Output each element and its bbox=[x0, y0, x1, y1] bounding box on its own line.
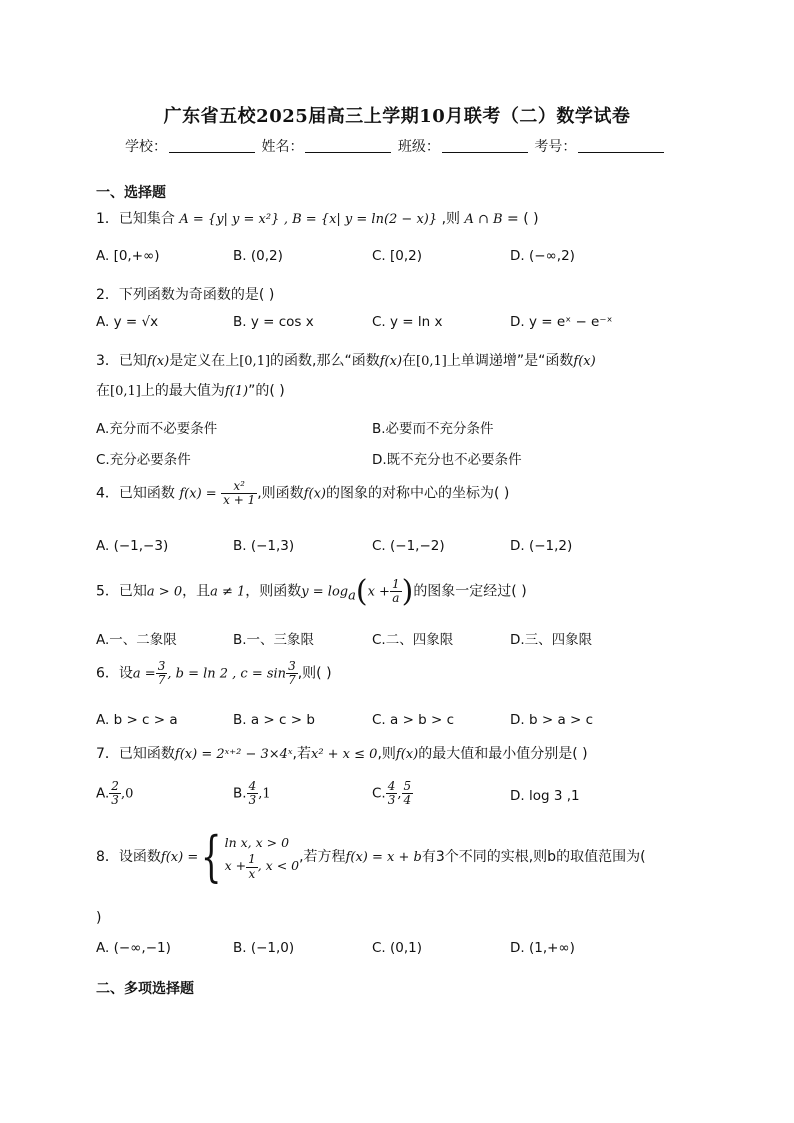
q3-option-c[interactable]: C.充分必要条件 bbox=[96, 452, 191, 468]
q4-text-a: 4．已知函数 bbox=[96, 485, 175, 502]
q7-b-tail: ,1 bbox=[258, 786, 271, 802]
q4-option-c[interactable]: C. (−1,−2) bbox=[372, 538, 445, 554]
question-1 bbox=[96, 208, 539, 228]
exam-title: 广东省五校2025届高三上学期10月联考（二）数学试卷 bbox=[163, 106, 631, 127]
q7-a-fraction bbox=[109, 780, 121, 807]
q7-c-fraction-1 bbox=[386, 780, 398, 807]
q5-func-base: a bbox=[348, 588, 356, 604]
q4-option-b[interactable]: B. (−1,3) bbox=[233, 538, 295, 554]
exam-no-blank[interactable] bbox=[578, 138, 664, 153]
question-6 bbox=[96, 660, 332, 687]
q8-brace: { bbox=[201, 825, 222, 888]
name-label: 姓名： bbox=[261, 139, 304, 155]
q7-b-prefix: B. bbox=[233, 785, 247, 802]
q3-text-a: 3．已知 bbox=[96, 353, 147, 369]
question-4 bbox=[96, 480, 509, 507]
q1-intersection: A ∩ B bbox=[464, 212, 503, 227]
q7-a-den: 3 bbox=[111, 793, 119, 808]
q6-a-eq: a = bbox=[132, 666, 156, 682]
school-label: 学校： bbox=[125, 139, 167, 155]
q7-option-a[interactable] bbox=[96, 780, 133, 807]
q5-text-b: ，且 bbox=[182, 583, 211, 600]
q3-fx-2: f(x) bbox=[379, 354, 403, 369]
q2-option-c[interactable]: C. y = ln x bbox=[372, 314, 443, 330]
question-5 bbox=[96, 574, 527, 609]
q4-text-c: 的图象的对称中心的坐标为( ) bbox=[325, 485, 510, 502]
question-3-line-2 bbox=[96, 380, 285, 400]
q5-option-a[interactable]: A.一、二象限 bbox=[96, 632, 177, 648]
q3-text-c: 的函数,那么“函数 bbox=[270, 353, 380, 369]
q3-text-g: 上的最大值为 bbox=[140, 383, 225, 399]
q5-func-x: x + bbox=[367, 584, 390, 600]
q4-option-a[interactable]: A. (−1,−3) bbox=[96, 538, 169, 554]
q6-option-d[interactable]: D. b > a > c bbox=[510, 712, 594, 728]
q8-fx-eq: f(x) = bbox=[160, 850, 199, 865]
q1-option-d[interactable]: D. (−∞,2) bbox=[510, 248, 575, 264]
q3-interval-2: [0,1] bbox=[416, 354, 447, 369]
q8-eq: f(x) = x + b bbox=[345, 850, 422, 865]
q6-a-num: 3 bbox=[157, 659, 166, 673]
q6-c-num: 3 bbox=[288, 659, 296, 673]
q8-option-a[interactable]: A. (−∞,−1) bbox=[96, 940, 171, 956]
q6-option-a[interactable]: A. b > c > a bbox=[96, 712, 178, 728]
question-7 bbox=[96, 743, 588, 763]
q3-text-e: 上单调递增”是“函数 bbox=[446, 353, 574, 369]
q7-fx: f(x) bbox=[395, 747, 419, 762]
q7-b-den: 3 bbox=[248, 793, 257, 808]
class-label: 班级： bbox=[397, 139, 440, 155]
q8-text-b: ,若方程 bbox=[299, 849, 346, 865]
q6-a-fraction bbox=[156, 660, 168, 687]
question-8 bbox=[96, 825, 646, 888]
question-2: 2．下列函数为奇函数的是( ) bbox=[96, 287, 275, 303]
q8-option-d[interactable]: D. (1,+∞) bbox=[510, 940, 575, 956]
q1-stem-b: ,则 bbox=[441, 211, 461, 227]
q4-num: x² bbox=[221, 480, 257, 494]
q5-cond-2: a ≠ 1 bbox=[210, 584, 246, 600]
q5-func-log: y = log bbox=[301, 584, 349, 600]
q4-text-b: ,则函数 bbox=[257, 485, 304, 502]
q7-text-d: 的最大值和最小值分别是( ) bbox=[418, 746, 588, 762]
q3-text-h: ”的( ) bbox=[248, 383, 285, 399]
q6-text-b: ,则( ) bbox=[297, 665, 332, 682]
q8-text-a: 8．设函数 bbox=[96, 849, 161, 865]
q1-option-a[interactable]: A. [0,+∞) bbox=[96, 248, 160, 264]
q8-piece-2-b: , x < 0 bbox=[257, 858, 300, 874]
school-blank[interactable] bbox=[169, 138, 255, 153]
q8-piece-2-num: 1 bbox=[248, 852, 256, 867]
q7-a-tail: ,0 bbox=[120, 786, 134, 802]
exam-no-label: 考号： bbox=[534, 139, 577, 155]
q1-option-c[interactable]: C. [0,2) bbox=[372, 248, 423, 264]
name-blank[interactable] bbox=[305, 138, 391, 153]
q5-text-a: 5．已知 bbox=[96, 583, 147, 600]
q7-cond: x² + x ≤ 0 bbox=[310, 747, 378, 762]
class-blank[interactable] bbox=[442, 138, 528, 153]
q7-c-den-1: 3 bbox=[387, 793, 396, 808]
q7-a-prefix: A. bbox=[96, 785, 110, 802]
q8-piece-2-den: x bbox=[248, 866, 256, 881]
q5-cond-1: a > 0 bbox=[146, 584, 183, 600]
q3-interval-3: [0,1] bbox=[110, 384, 141, 399]
q8-option-c[interactable]: C. (0,1) bbox=[372, 940, 423, 956]
q5-text-c: ，则函数 bbox=[245, 583, 302, 600]
section-heading-choice: 一、选择题 bbox=[96, 185, 166, 201]
q8-option-b[interactable]: B. (−1,0) bbox=[233, 940, 295, 956]
q7-b-fraction bbox=[247, 780, 259, 807]
q7-c-num-1: 4 bbox=[387, 779, 396, 793]
q2-option-b[interactable]: B. y = cos x bbox=[233, 314, 314, 330]
q8-pieces bbox=[225, 833, 300, 880]
q4-den: x + 1 bbox=[223, 493, 256, 508]
q7-option-d[interactable]: D. log 3 ,1 bbox=[510, 788, 580, 804]
q1-stem-a: 1．已知集合 bbox=[96, 211, 175, 227]
q3-option-d[interactable]: D.既不充分也不必要条件 bbox=[372, 452, 522, 468]
q7-text-a: 7．已知函数 bbox=[96, 746, 175, 762]
q7-c-comma: , bbox=[397, 786, 402, 802]
q8-piece-2-fraction bbox=[246, 853, 258, 880]
q5-option-b[interactable]: B.一、三象限 bbox=[233, 632, 315, 648]
q3-f1: f(1) bbox=[224, 384, 249, 399]
q7-text-b: ,若 bbox=[292, 746, 311, 762]
q5-den: a bbox=[392, 591, 400, 605]
q6-b-eq: , b = ln 2 , c = sin bbox=[167, 666, 287, 682]
q3-fx-3: f(x) bbox=[573, 354, 596, 369]
q8-piece-2 bbox=[225, 853, 300, 880]
q8-text-c: 有3个不同的实根,则b的取值范围为( bbox=[421, 849, 646, 865]
q7-c-num-2: 5 bbox=[403, 779, 412, 793]
q5-num: 1 bbox=[391, 576, 400, 591]
q5-fraction bbox=[390, 578, 402, 605]
q3-option-b[interactable]: B.必要而不充分条件 bbox=[372, 421, 494, 437]
q6-option-c[interactable]: C. a > b > c bbox=[372, 712, 455, 728]
q1-set-a: A = {y| y = x²} bbox=[179, 212, 280, 227]
q4-fx: f(x) bbox=[303, 486, 326, 502]
q2-option-a[interactable]: A. y = √x bbox=[96, 314, 159, 330]
q5-option-d[interactable]: D.三、四象限 bbox=[510, 632, 593, 648]
q7-c-prefix: C. bbox=[372, 785, 386, 802]
question-3-line-1 bbox=[96, 350, 596, 370]
q4-fx-eq: f(x) = bbox=[179, 486, 217, 502]
q7-option-b[interactable] bbox=[233, 780, 271, 807]
q6-option-b[interactable]: B. a > c > b bbox=[233, 712, 315, 728]
section-heading-multi: 二、多项选择题 bbox=[96, 981, 194, 997]
q8-text-end: ) bbox=[96, 910, 102, 926]
q4-fraction bbox=[221, 480, 257, 507]
q7-c-fraction-2 bbox=[402, 780, 414, 807]
q5-paren-open: ( bbox=[355, 574, 368, 609]
q3-text-b: 是定义在上 bbox=[169, 353, 240, 369]
q6-text-a: 6．设 bbox=[96, 665, 133, 682]
q7-b-num: 4 bbox=[248, 779, 257, 793]
q1-option-b[interactable]: B. (0,2) bbox=[233, 248, 283, 264]
q7-text-c: ,则 bbox=[377, 746, 396, 762]
q6-c-den: 7 bbox=[288, 673, 296, 688]
student-info-row bbox=[125, 136, 666, 156]
q7-c-den-2: 4 bbox=[403, 793, 412, 808]
q3-option-a[interactable]: A.充分而不必要条件 bbox=[96, 421, 218, 437]
q6-a-den: 7 bbox=[157, 673, 166, 688]
q6-c-fraction bbox=[286, 660, 298, 687]
q2-option-d[interactable]: D. y = eˣ − e⁻ˣ bbox=[510, 314, 613, 330]
q3-fx-1: f(x) bbox=[146, 354, 170, 369]
q3-text-f: 在 bbox=[96, 383, 110, 399]
q7-func: f(x) = 2ˣ⁺² − 3×4ˣ bbox=[174, 747, 293, 762]
q5-option-c[interactable]: C.二、四象限 bbox=[372, 632, 454, 648]
q3-interval-1: [0,1] bbox=[239, 354, 271, 369]
q1-stem-c: = ( ) bbox=[507, 211, 539, 227]
q7-a-num: 2 bbox=[111, 779, 119, 793]
q5-paren-close: ) bbox=[401, 574, 414, 609]
q7-option-c[interactable] bbox=[372, 780, 413, 807]
q4-option-d[interactable]: D. (−1,2) bbox=[510, 538, 573, 554]
q8-piece-2-a: x + bbox=[224, 858, 247, 874]
q8-piece-1: ln x, x > 0 bbox=[224, 835, 290, 851]
q1-set-b: , B = {x| y = ln(2 − x)} bbox=[283, 212, 438, 227]
q5-text-d: 的图象一定经过( ) bbox=[413, 583, 527, 600]
q3-text-d: 在 bbox=[402, 353, 417, 369]
